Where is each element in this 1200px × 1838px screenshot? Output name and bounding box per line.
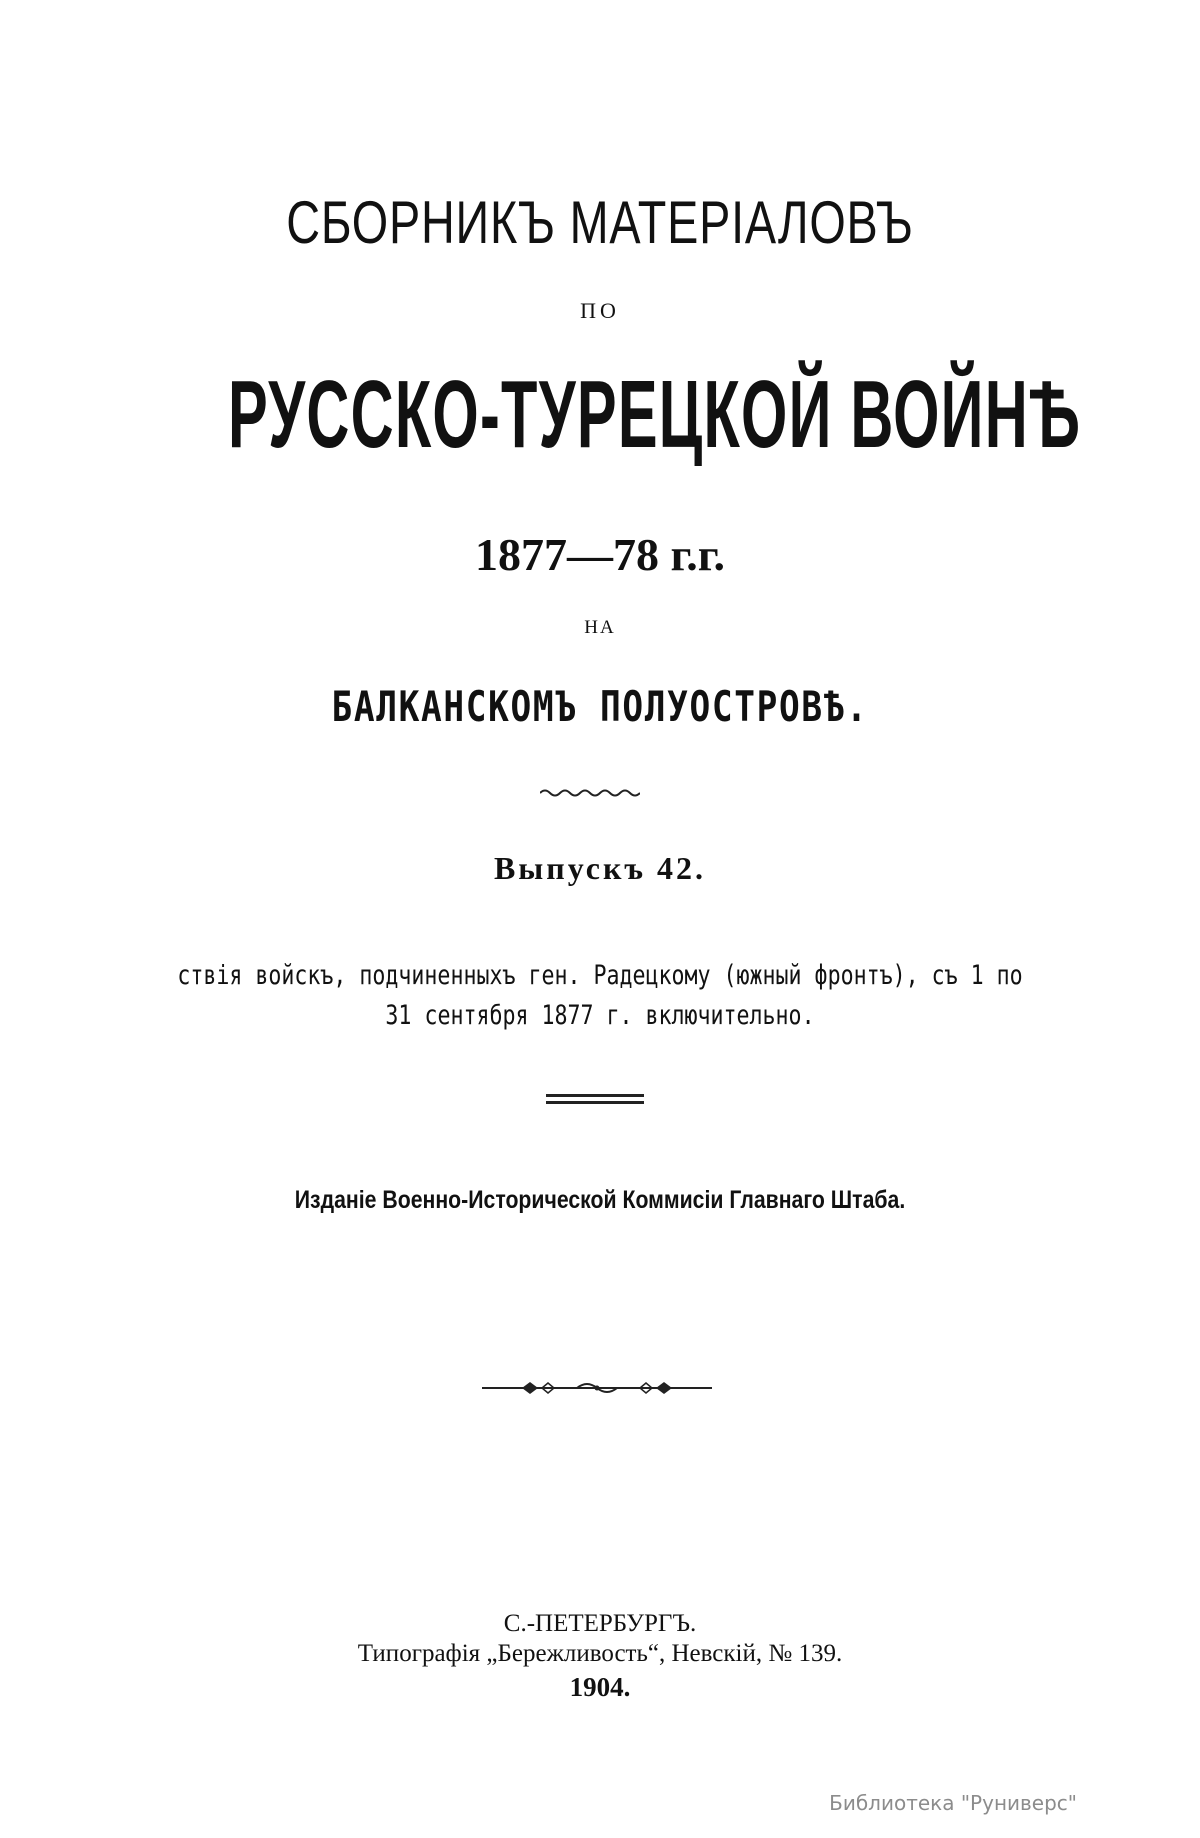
wavy-rule-ornament [540, 786, 640, 800]
publisher-line: Изданіе Военно-Исторической Коммисіи Главнаго Штаба. [294, 1186, 906, 1214]
title-line-na: НА [584, 617, 616, 638]
title-line-po: ПО [580, 298, 620, 323]
description-line-1: ствія войскъ, подчиненныхъ ген. Радецкому (южный фронтъ), съ 1 по [177, 960, 1023, 991]
issue-number: Выпускъ 42. [493, 850, 707, 886]
library-watermark: Библиотека "Руниверс" [829, 1791, 1077, 1815]
description-line-2: 31 сентября 1877 г. включительно. [385, 1000, 815, 1031]
decorative-flourish-ornament [482, 1378, 712, 1398]
imprint-city: С.-ПЕТЕРБУРГЪ. [503, 1610, 697, 1637]
double-rule-divider [546, 1093, 644, 1105]
title-line-balkan: БАЛКАНСКОМЪ ПОЛУОСТРОВѢ. [331, 682, 869, 731]
title-line-1: СБОРНИКЪ МАТЕРІАЛОВЪ [286, 189, 914, 256]
imprint-year: 1904. [569, 1672, 631, 1702]
imprint-printer: Типографія „Бережливость“, Невскій, № 139. [357, 1640, 843, 1667]
title-line-main: РУССКО-ТУРЕЦКОЙ ВОЙНѢ [228, 361, 1082, 468]
title-years: 1877—78 г.г. [475, 529, 725, 580]
